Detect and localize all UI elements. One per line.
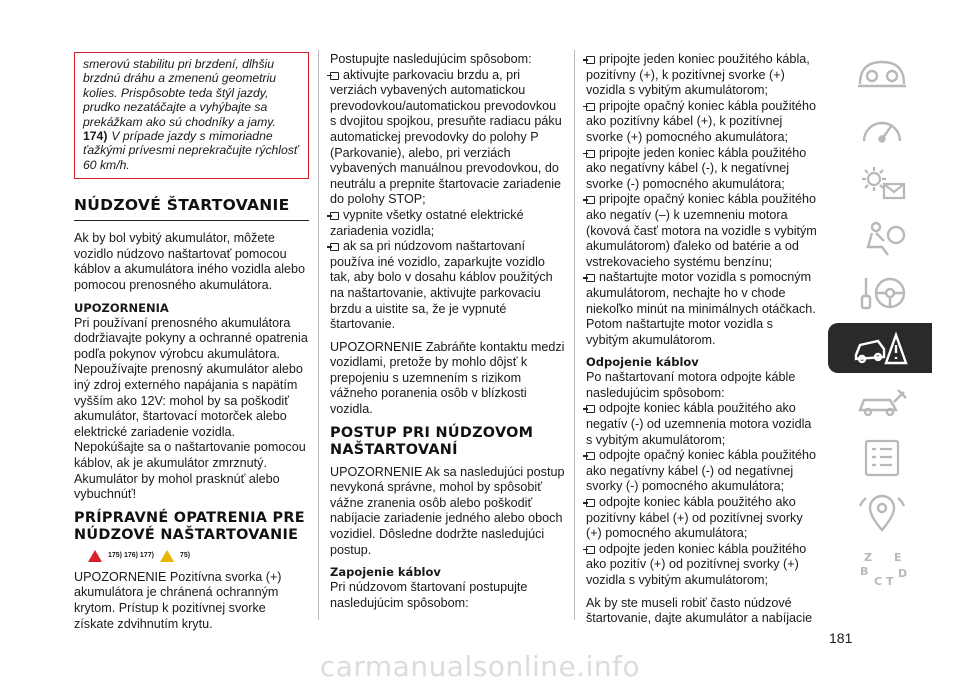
bullet-box-icon <box>586 499 595 507</box>
bullet-box-icon <box>586 150 595 158</box>
chapter-sidebar <box>832 48 936 598</box>
list-item: odpojte jeden koniec kábla použitého ako pozitív (+) od pozitívnej svorky (+) vozidla s vybitým akumulátorom; <box>586 541 807 587</box>
list-item: pripojte jeden koniec kábla použitého ako negatívny kábel (-), k negatívnej svorke (-) pomocného akumulátora; <box>586 145 807 191</box>
bullet-box-icon <box>586 103 595 111</box>
column-2 <box>330 52 565 618</box>
list-item: odpojte koniec kábla použitého ako negatív (-) od uzemnenia motora vozidla s vybitým akumulátorom; <box>586 401 812 447</box>
bullet-box-icon <box>586 452 595 460</box>
intro-paragraph: Ak by bol vybitý akumulátor, môžete vozidlo núdzovo naštartovať pomocou káblov a akumulátora iného vozidla alebo pomocou prenosného akumulátora. <box>74 231 306 293</box>
warning-174-text: V prípade jazdy s mimoriadne ťažkými prívesmi neprekračujte rýchlosť 60 km/h. <box>83 129 299 172</box>
bullet-box-icon <box>586 56 595 64</box>
warning-174 <box>83 129 300 172</box>
index-letter: D <box>898 567 908 580</box>
tab-emergency[interactable] <box>828 323 932 373</box>
heading-emergency-start: NÚDZOVÉ ŠTARTOVANIE <box>74 197 309 221</box>
danger-triangle-icon <box>88 550 102 562</box>
index-letter: C <box>874 575 883 587</box>
warning-174-number: 174) <box>83 129 108 144</box>
list-item: odpojte koniec kábla použitého ako pozitívny kábel (+) od pozitívnej svorky (+) pomocného akumulátora; <box>586 495 803 541</box>
map-pin-icon <box>854 494 910 532</box>
list-item: odpojte opačný koniec kábla použitého ako negatívny kábel (-) od negatívnej svorky (-) pomocného akumulátora; <box>586 448 817 494</box>
bullet-box-icon <box>330 212 339 220</box>
tab-lights[interactable] <box>836 158 928 208</box>
alphabet-index-icon <box>854 549 910 587</box>
wrench-car-icon <box>854 384 910 422</box>
index-letter: Z <box>864 551 872 564</box>
watermark: carmanualsonline.info <box>319 650 641 683</box>
index-letter: E <box>894 551 902 564</box>
column-divider <box>574 50 575 620</box>
heading-start-procedure: POSTUP PRI NÚDZOVOM NAŠTARTOVANÍ <box>330 424 534 458</box>
note-paragraph-3: Nepokúšajte sa o naštartovanie pomocou káblov, ak je akumulátor zmrznutý. Akumulátor by mohol prasknúť alebo vybuchnúť! <box>74 440 306 502</box>
sun-envelope-icon <box>854 164 910 202</box>
warning-references <box>88 550 309 562</box>
bullet-box-icon <box>586 196 595 204</box>
tab-multimedia[interactable] <box>836 488 928 538</box>
bullet-box-icon <box>330 243 339 251</box>
note-paragraph-1: Pri používaní prenosného akumulátora dodržiavajte pokyny a ochranné opatrenia podľa pokynov výrobcu akumulátora. <box>74 315 308 361</box>
closing-paragraph: Ak by ste museli robiť často núdzové štartovanie, dajte akumulátor a nabíjacie <box>586 595 813 626</box>
subheading-connect: Zapojenie káblov <box>330 565 441 580</box>
refs-yellow: 75) <box>179 552 191 560</box>
key-steering-icon <box>854 274 910 312</box>
connect-intro: Pri núdzovom štartovaní postupujte nasledujúcim spôsobom: <box>330 580 528 610</box>
checklist-icon <box>854 439 910 477</box>
list-item: naštartujte motor vozidla s pomocným akumulátorom, nechajte ho v chode niekoľko minút na minimálnych otáčkach. Potom naštartujte motor vozidla s vybitým akumulátorom. <box>586 270 816 347</box>
list-item: vypnite všetky ostatné elektrické zariadenia vozidla; <box>330 207 524 238</box>
procedure-caution: UPOZORNENIE Ak sa nasledujúci postup nevykoná správne, mohol by spôsobiť vážne zranenia osôb alebo poškodiť nabíjacie zariadenie jedného alebo oboch vozidiel. Dôsledne dodržte nasledujúci postup. <box>330 464 565 557</box>
tab-dashboard[interactable] <box>836 48 928 98</box>
page-number: 181 <box>829 630 853 646</box>
bullet-box-icon <box>330 72 339 80</box>
warning-box <box>74 52 309 179</box>
car-dashboard-icon <box>854 54 910 92</box>
list-item: pripojte opačný koniec kábla použitého ako negatív (–) k uzemneniu motora (kovová časť motora na vozidle s vybitým akumulátorom) ďaleko od batérie a od vstrekovacieho systému benzínu; <box>586 192 817 269</box>
index-letter: B <box>860 565 869 578</box>
index-letter: T <box>886 575 894 587</box>
bullet-box-icon <box>586 274 595 282</box>
tab-safety[interactable] <box>836 213 928 263</box>
list-item: aktivujte parkovaciu brzdu a, pri verziách vybavených automatickou prevodovkou/automatickou prevodovkou s dvojitou spojkou, presuňte radiacu páku automatickej prevodovky do polohy P (Parkovanie), alebo, pri verziách vybavených manuálnou prevodovkou, do neutrálu a prepnite štartovacie zariadenie do polohy STOP; <box>330 67 562 207</box>
disconnect-intro: Po naštartovaní motora odpojte káble nasledujúcim spôsobom: <box>586 370 796 400</box>
tab-technical-data[interactable] <box>836 433 928 483</box>
tab-index[interactable] <box>836 543 928 593</box>
emergency-car-icon <box>852 329 908 367</box>
caution-triangle-icon <box>160 550 174 562</box>
list-item: ak sa pri núdzovom naštartovaní používa iné vozidlo, zaparkujte vozidlo tak, aby bolo v dosahu káblov použitých na naštartovanie, aktivujte parkovaciu brzdu a uistite sa, že je vypnuté štartovanie. <box>330 239 553 332</box>
column-divider <box>318 50 319 620</box>
subheading-disconnect: Odpojenie káblov <box>586 355 699 370</box>
warning-box-text: smerovú stabilitu pri brzdení, dlhšiu brzdnú dráhu a zmenenú geometriu kolies. Prispôsobte teda štýl jazdy, prudko nezatáčajte a vyhýbajte sa prekážkam ako sú chodníky a jamy. <box>83 57 277 129</box>
refs-red: 175) 176) 177) <box>108 552 154 560</box>
airbag-seat-icon <box>854 219 910 257</box>
note-paragraph-2: Nepoužívajte prenosný akumulátor alebo iný zdroj externého napájania s napätím vyšším ako 12V: mohol by sa poškodiť akumulátor, štartovací motorček alebo elektrické zariadenie vozidla. <box>74 362 303 439</box>
tab-gauge[interactable] <box>836 103 928 153</box>
bullet-box-icon <box>586 546 595 554</box>
bullet-box-icon <box>586 405 595 413</box>
column-1 <box>74 52 309 639</box>
tab-starting[interactable] <box>836 268 928 318</box>
tab-maintenance[interactable] <box>836 378 928 428</box>
subheading-note: UPOZORNENIA <box>74 300 169 315</box>
list-item: pripojte jeden koniec použitého kábla, pozitívny (+), k pozitívnej svorke (+) vozidla s vybitým akumulátorom; <box>586 52 810 98</box>
gauge-icon <box>854 109 910 147</box>
preparation-paragraph: UPOZORNENIE Pozitívna svorka (+) akumulátora je chránená ochranným krytom. Prístup k pozitívnej svorke získate zdvihnutím krytu. <box>74 569 282 631</box>
column-3 <box>586 52 818 634</box>
procedure-intro: Postupujte nasledujúcim spôsobom: <box>330 52 532 66</box>
heading-preparation: PRÍPRAVNÉ OPATRENIA PRE NÚDZOVÉ NAŠTARTOVANIE <box>74 509 305 543</box>
list-item: pripojte opačný koniec kábla použitého ako pozitívny kábel (+), k pozitívnej svorke (+) pomocného akumulátora; <box>586 98 817 144</box>
caution-paragraph: UPOZORNENIE Zabráňte kontaktu medzi vozidlami, pretože by mohlo dôjsť k prepojeniu s uzemnením s rizikom vážneho poranenia osôb v blízkosti vozidla. <box>330 339 565 417</box>
